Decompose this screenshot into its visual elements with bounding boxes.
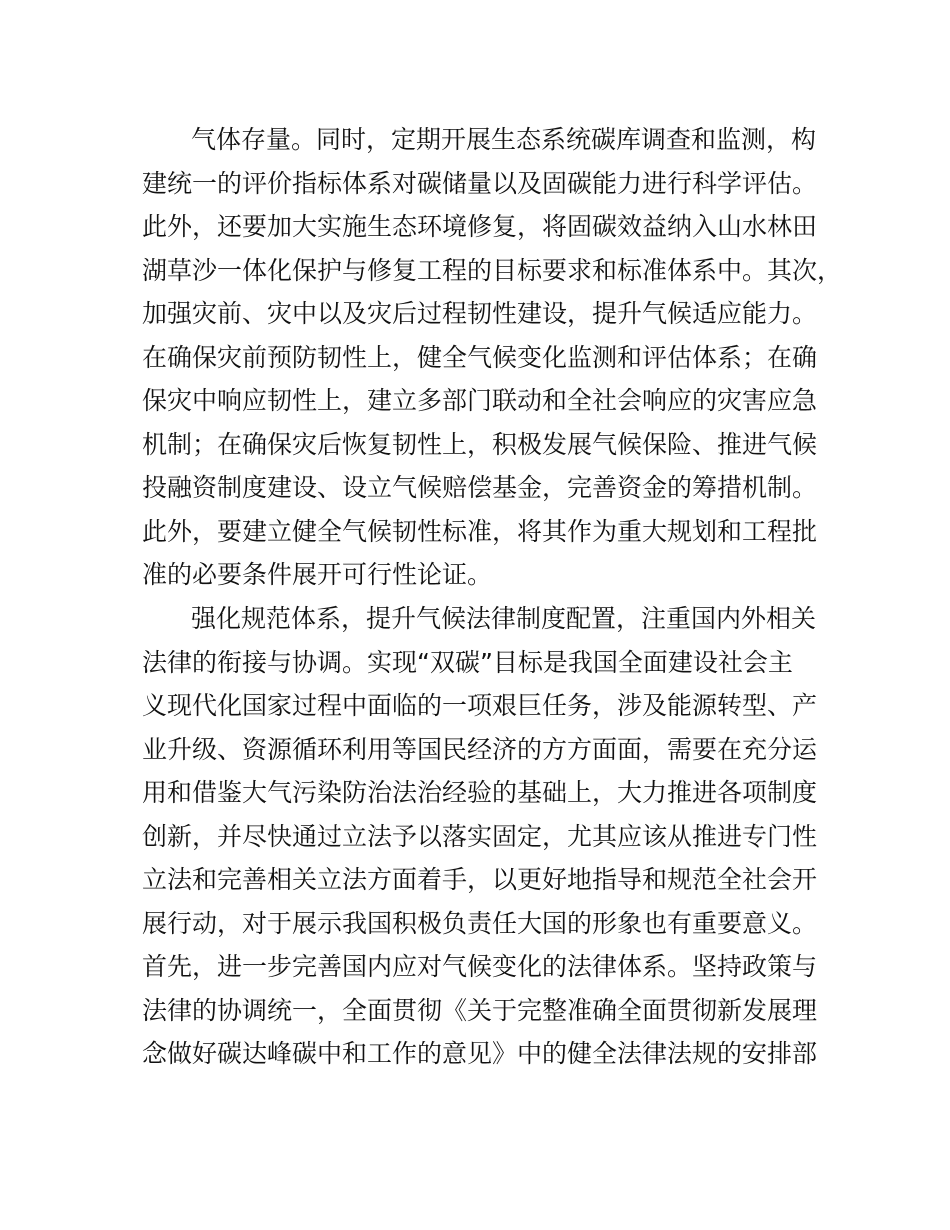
- text-line: 建统一的评价指标体系对碳储量以及固碳能力进行科学评估。: [142, 168, 818, 198]
- text-line: 法律的衔接与协调。实现“双碳”目标是我国全面建设社会主: [142, 647, 793, 677]
- text-line: 立法和完善相关立法方面着手，以更好地指导和规范全社会开: [142, 865, 818, 894]
- text-line: 念做好碳达峰碳中和工作的意见》中的健全法律法规的安排部: [142, 1039, 818, 1068]
- text-line: 投融资制度建设、设立气候赔偿基金，完善资金的筹措机制。: [142, 473, 818, 502]
- text-line: 加强灾前、灾中以及灾后过程韧性建设，提升气候适应能力。: [142, 299, 818, 328]
- text-line: 展行动，对于展示我国积极负责任大国的形象也有重要意义。: [142, 908, 818, 938]
- text-line: 气体存量。同时，定期开展生态系统碳库调查和监测，构: [191, 125, 817, 154]
- text-line: 保灾中响应韧性上，建立多部门联动和全社会响应的灾害应急: [142, 386, 818, 415]
- text-line: 湖草沙一体化保护与修复工程的目标要求和标准体系中。其次，: [142, 255, 843, 285]
- text-line: 业升级、资源循环利用等国民经济的方方面面，需要在充分运: [142, 734, 818, 764]
- text-line: 此外，还要加大实施生态环境修复，将固碳效益纳入山水林田: [142, 212, 818, 241]
- text-line: 机制；在确保灾后恢复韧性上，积极发展气候保险、推进气候: [142, 429, 818, 459]
- text-line: 用和借鉴大气污染防治法治经验的基础上，大力推进各项制度: [142, 778, 818, 807]
- text-line: 法律的协调统一，全面贯彻《关于完整准确全面贯彻新发展理: [142, 995, 818, 1025]
- text-line: 首先，进一步完善国内应对气候变化的法律体系。坚持政策与: [142, 952, 818, 981]
- paragraph-2: [142, 597, 832, 1076]
- text-line: 义现代化国家过程中面临的一项艰巨任务，涉及能源转型、产: [142, 691, 818, 720]
- text-line: 在确保灾前预防韧性上，健全气候变化监测和评估体系；在确: [142, 342, 818, 372]
- text-line: 此外，要建立健全气候韧性标准，将其作为重大规划和工程批: [142, 516, 818, 546]
- text-line: 强化规范体系，提升气候法律制度配置，注重国内外相关: [191, 604, 817, 633]
- paragraph-1: [142, 118, 843, 597]
- text-line: 准的必要条件展开可行性论证。: [142, 560, 493, 589]
- text-line: 创新，并尽快通过立法予以落实固定，尤其应该从推进专门性: [142, 821, 818, 851]
